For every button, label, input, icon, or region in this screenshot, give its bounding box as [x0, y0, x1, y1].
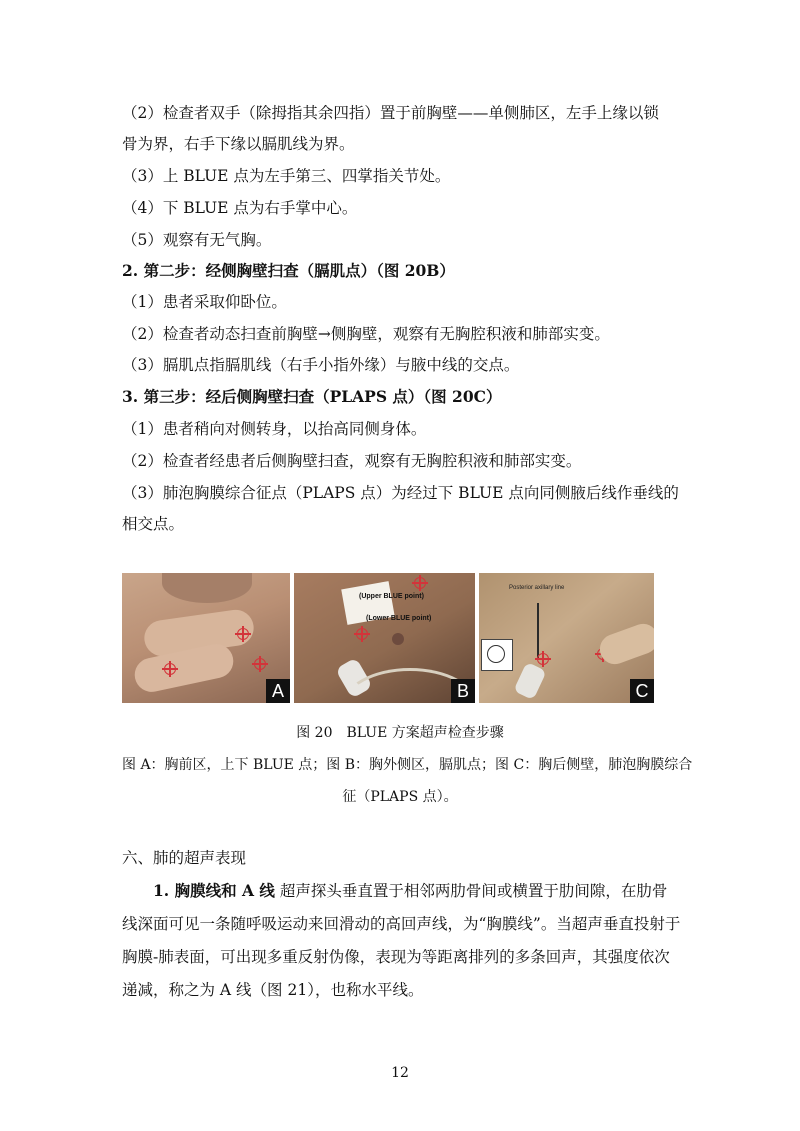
paragraph-text: 超声探头垂直置于相邻两肋骨间或横置于肋间隙，在肋骨线深面可见一条随呼吸运动来回滑动的高回声线，为“胸膜线”。当超声垂直投射于胸膜-肺表面，可出现多重反射伪像，表现为等距离排列的多条回声，其强度依次递减，称之为 A 线（图 21），也称水平线。: [122, 882, 681, 999]
text-line: （3）肺泡胸膜综合征点（PLAPS 点）为经过下 BLUE 点向同侧腋后线作垂线的: [122, 484, 679, 502]
upper-blue-point-marker: [414, 577, 426, 589]
lower-blue-point-marker: [356, 628, 368, 640]
text-line: （2）检查者双手（除拇指其余四指）置于前胸壁——单侧肺区，左手上缘以锁: [122, 104, 659, 122]
step-heading: 3. 第三步：经后侧胸壁扫查（PLAPS 点）（图 20C）: [122, 387, 502, 406]
text-line: （3）膈肌点指膈肌线（右手小指外缘）与腋中线的交点。: [122, 356, 520, 374]
step-heading: 2. 第二步：经侧胸壁扫查（膈肌点）（图 20B）: [122, 261, 455, 280]
diaphragm-point-marker: [254, 658, 266, 670]
text-line: （2）检查者动态扫查前胸壁→侧胸壁，观察有无胸腔积液和肺部实变。: [122, 325, 610, 343]
text-line: 相交点。: [122, 515, 185, 533]
figure-panel-a: [122, 573, 290, 703]
posterior-axillary-line: [537, 603, 539, 658]
text-line: （1）患者采取仰卧位。: [122, 293, 287, 311]
section-heading: 六、肺的超声表现: [122, 849, 247, 867]
examiner-hand: [596, 620, 654, 669]
ultrasound-probe: [513, 662, 546, 700]
text-line: （4）下 BLUE 点为右手掌中心。: [122, 199, 358, 217]
item-title: 1. 胸膜线和 A 线: [153, 881, 275, 900]
lower-blue-point-label: (Lower BLUE point): [366, 615, 432, 622]
panel-label: C: [630, 679, 654, 703]
lower-blue-point-marker: [164, 663, 176, 675]
panel-label: B: [451, 679, 475, 703]
upper-blue-point-marker: [237, 628, 249, 640]
neck-shadow: [162, 573, 252, 603]
figure-note: 图 A：胸前区，上下 BLUE 点；图 B：胸外侧区，膈肌点；图 C：胸后侧壁，肺泡胸膜综合: [122, 757, 693, 773]
panel-label: A: [266, 679, 290, 703]
figure-caption: 图 20 BLUE 方案超声检查步骤: [296, 725, 504, 741]
inset-target-icon: [487, 645, 505, 663]
text-line: 骨为界，右手下缘以膈肌线为界。: [122, 135, 355, 153]
figure-panel-c: [479, 573, 654, 703]
text-line: （1）患者稍向对侧转身，以抬高同侧身体。: [122, 420, 427, 438]
plaps-point-marker: [537, 653, 549, 665]
dark-point-marker: [392, 633, 404, 645]
text-line: （5）观察有无气胸。: [122, 231, 272, 249]
upper-blue-point-label: (Upper BLUE point): [359, 593, 424, 600]
section-paragraph: [122, 874, 682, 1007]
figure-note: 征（PLAPS 点）。: [342, 789, 458, 805]
figure-panel-b: [294, 573, 475, 703]
posterior-axillary-line-label: Posterior axillary line: [509, 585, 565, 591]
text-line: （2）检查者经患者后侧胸壁扫查，观察有无胸腔积液和肺部实变。: [122, 452, 582, 470]
page-number: 12: [391, 1065, 409, 1081]
text-line: （3）上 BLUE 点为左手第三、四掌指关节处。: [122, 167, 451, 185]
